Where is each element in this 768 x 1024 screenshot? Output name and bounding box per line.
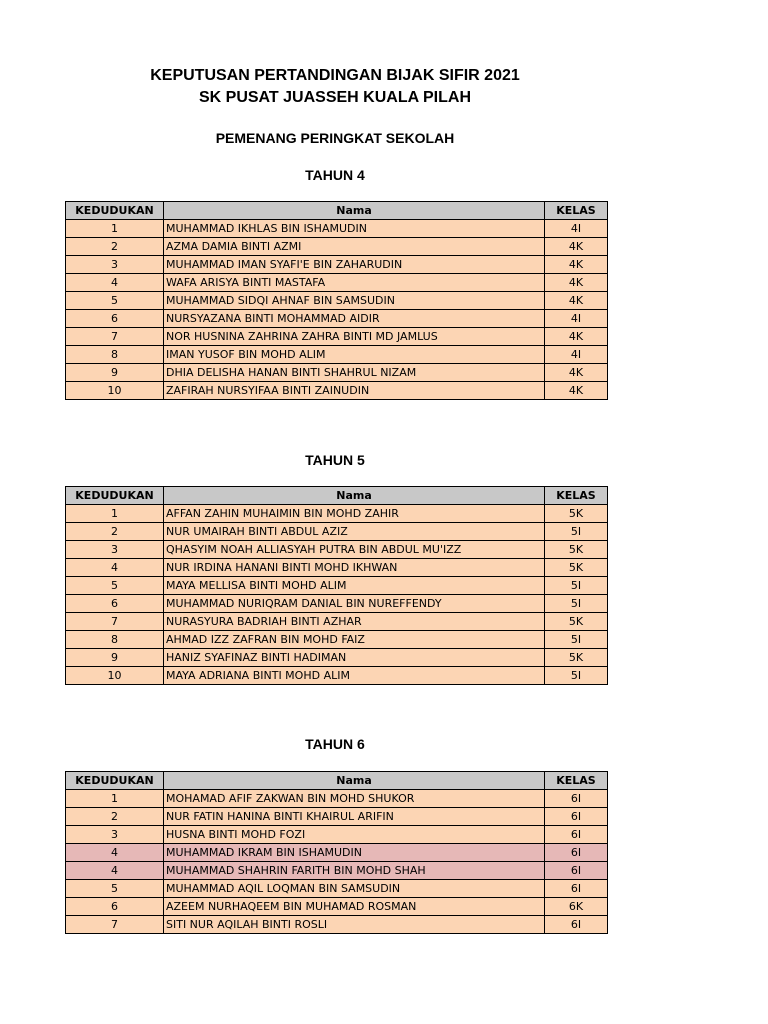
rank-cell: 10 xyxy=(66,382,164,400)
table-row xyxy=(66,790,608,808)
class-cell: 4K xyxy=(545,292,608,310)
results-table-tahun-5 xyxy=(65,486,608,685)
document-subtitle: PEMENANG PERINGKAT SEKOLAH xyxy=(215,130,455,146)
table-row xyxy=(66,364,608,382)
results-table-tahun-4 xyxy=(65,201,608,400)
rank-cell: 6 xyxy=(66,898,164,916)
school-name: SK PUSAT JUASSEH KUALA PILAH xyxy=(198,89,472,106)
column-header-name: Nama xyxy=(164,487,545,505)
class-cell: 5I xyxy=(545,631,608,649)
name-cell: NOR HUSNINA ZAHRINA ZAHRA BINTI MD JAMLUS xyxy=(164,328,545,346)
column-header-rank: KEDUDUKAN xyxy=(66,487,164,505)
column-header-class: KELAS xyxy=(545,772,608,790)
table-row xyxy=(66,916,608,934)
name-cell: QHASYIM NOAH ALLIASYAH PUTRA BIN ABDUL MU'IZZ xyxy=(164,541,545,559)
rank-cell: 1 xyxy=(66,505,164,523)
rank-cell: 9 xyxy=(66,364,164,382)
class-cell: 4I xyxy=(545,310,608,328)
name-cell: NUR IRDINA HANANI BINTI MOHD IKHWAN xyxy=(164,559,545,577)
rank-cell: 1 xyxy=(66,220,164,238)
table-row xyxy=(66,826,608,844)
table-row xyxy=(66,667,608,685)
name-cell: MUHAMMAD SHAHRIN FARITH BIN MOHD SHAH xyxy=(164,862,545,880)
class-cell: 6I xyxy=(545,916,608,934)
rank-cell: 6 xyxy=(66,595,164,613)
name-cell: AZEEM NURHAQEEM BIN MUHAMAD ROSMAN xyxy=(164,898,545,916)
name-cell: MUHAMMAD IKRAM BIN ISHAMUDIN xyxy=(164,844,545,862)
class-cell: 4I xyxy=(545,220,608,238)
name-cell: ZAFIRAH NURSYIFAA BINTI ZAINUDIN xyxy=(164,382,545,400)
rank-cell: 2 xyxy=(66,808,164,826)
class-cell: 4K xyxy=(545,238,608,256)
table-row xyxy=(66,898,608,916)
class-cell: 6I xyxy=(545,844,608,862)
name-cell: NUR FATIN HANINA BINTI KHAIRUL ARIFIN xyxy=(164,808,545,826)
rank-cell: 1 xyxy=(66,790,164,808)
name-cell: MOHAMAD AFIF ZAKWAN BIN MOHD SHUKOR xyxy=(164,790,545,808)
name-cell: HUSNA BINTI MOHD FOZI xyxy=(164,826,545,844)
table-row xyxy=(66,346,608,364)
name-cell: MUHAMMAD AQIL LOQMAN BIN SAMSUDIN xyxy=(164,880,545,898)
table-row xyxy=(66,613,608,631)
rank-cell: 4 xyxy=(66,559,164,577)
column-header-class: KELAS xyxy=(545,487,608,505)
table-row xyxy=(66,631,608,649)
rank-cell: 6 xyxy=(66,310,164,328)
class-cell: 5I xyxy=(545,523,608,541)
column-header-name: Nama xyxy=(164,772,545,790)
class-cell: 5I xyxy=(545,667,608,685)
table-header-row xyxy=(66,487,608,505)
table-header-row xyxy=(66,772,608,790)
table-row xyxy=(66,808,608,826)
class-cell: 4I xyxy=(545,346,608,364)
name-cell: MAYA ADRIANA BINTI MOHD ALIM xyxy=(164,667,545,685)
table-row xyxy=(66,559,608,577)
class-cell: 6I xyxy=(545,880,608,898)
class-cell: 5I xyxy=(545,577,608,595)
rank-cell: 8 xyxy=(66,631,164,649)
class-cell: 4K xyxy=(545,328,608,346)
name-cell: NUR UMAIRAH BINTI ABDUL AZIZ xyxy=(164,523,545,541)
rank-cell: 9 xyxy=(66,649,164,667)
rank-cell: 5 xyxy=(66,292,164,310)
table-row xyxy=(66,256,608,274)
class-cell: 6I xyxy=(545,808,608,826)
name-cell: IMAN YUSOF BIN MOHD ALIM xyxy=(164,346,545,364)
rank-cell: 4 xyxy=(66,862,164,880)
table-row xyxy=(66,328,608,346)
class-cell: 5K xyxy=(545,505,608,523)
name-cell: DHIA DELISHA HANAN BINTI SHAHRUL NIZAM xyxy=(164,364,545,382)
column-header-name: Nama xyxy=(164,202,545,220)
table-row xyxy=(66,292,608,310)
rank-cell: 3 xyxy=(66,256,164,274)
column-header-rank: KEDUDUKAN xyxy=(66,202,164,220)
name-cell: MUHAMMAD IMAN SYAFI'E BIN ZAHARUDIN xyxy=(164,256,545,274)
class-cell: 6K xyxy=(545,898,608,916)
rank-cell: 10 xyxy=(66,667,164,685)
rank-cell: 2 xyxy=(66,523,164,541)
class-cell: 5K xyxy=(545,613,608,631)
rank-cell: 7 xyxy=(66,613,164,631)
section-heading-tahun-5: TAHUN 5 xyxy=(305,452,365,468)
name-cell: WAFA ARISYA BINTI MASTAFA xyxy=(164,274,545,292)
table-header-row xyxy=(66,202,608,220)
name-cell: AFFAN ZAHIN MUHAIMIN BIN MOHD ZAHIR xyxy=(164,505,545,523)
rank-cell: 4 xyxy=(66,844,164,862)
rank-cell: 5 xyxy=(66,577,164,595)
table-row xyxy=(66,310,608,328)
table-row xyxy=(66,382,608,400)
name-cell: MAYA MELLISA BINTI MOHD ALIM xyxy=(164,577,545,595)
class-cell: 4K xyxy=(545,274,608,292)
name-cell: SITI NUR AQILAH BINTI ROSLI xyxy=(164,916,545,934)
table-row xyxy=(66,220,608,238)
rank-cell: 4 xyxy=(66,274,164,292)
name-cell: MUHAMMAD IKHLAS BIN ISHAMUDIN xyxy=(164,220,545,238)
table-row xyxy=(66,595,608,613)
class-cell: 4K xyxy=(545,364,608,382)
class-cell: 5I xyxy=(545,595,608,613)
name-cell: HANIZ SYAFINAZ BINTI HADIMAN xyxy=(164,649,545,667)
table-row xyxy=(66,862,608,880)
class-cell: 6I xyxy=(545,790,608,808)
rank-cell: 2 xyxy=(66,238,164,256)
rank-cell: 3 xyxy=(66,826,164,844)
class-cell: 5K xyxy=(545,541,608,559)
table-row xyxy=(66,880,608,898)
table-row xyxy=(66,649,608,667)
rank-cell: 7 xyxy=(66,328,164,346)
class-cell: 5K xyxy=(545,559,608,577)
rank-cell: 7 xyxy=(66,916,164,934)
section-heading-tahun-4: TAHUN 4 xyxy=(305,167,365,183)
table-row xyxy=(66,577,608,595)
column-header-rank: KEDUDUKAN xyxy=(66,772,164,790)
rank-cell: 3 xyxy=(66,541,164,559)
class-cell: 4K xyxy=(545,256,608,274)
name-cell: NURSYAZANA BINTI MOHAMMAD AIDIR xyxy=(164,310,545,328)
table-row xyxy=(66,844,608,862)
results-table-tahun-6 xyxy=(65,771,608,934)
class-cell: 5K xyxy=(545,649,608,667)
section-heading-tahun-6: TAHUN 6 xyxy=(305,736,365,752)
class-cell: 6I xyxy=(545,862,608,880)
document-title: KEPUTUSAN PERTANDINGAN BIJAK SIFIR 2021 xyxy=(150,67,520,84)
rank-cell: 8 xyxy=(66,346,164,364)
table-row xyxy=(66,541,608,559)
class-cell: 6I xyxy=(545,826,608,844)
name-cell: AHMAD IZZ ZAFRAN BIN MOHD FAIZ xyxy=(164,631,545,649)
table-row xyxy=(66,238,608,256)
column-header-class: KELAS xyxy=(545,202,608,220)
name-cell: NURASYURA BADRIAH BINTI AZHAR xyxy=(164,613,545,631)
name-cell: MUHAMMAD NURIQRAM DANIAL BIN NUREFFENDY xyxy=(164,595,545,613)
table-row xyxy=(66,274,608,292)
rank-cell: 5 xyxy=(66,880,164,898)
name-cell: AZMA DAMIA BINTI AZMI xyxy=(164,238,545,256)
class-cell: 4K xyxy=(545,382,608,400)
table-row xyxy=(66,505,608,523)
table-row xyxy=(66,523,608,541)
name-cell: MUHAMMAD SIDQI AHNAF BIN SAMSUDIN xyxy=(164,292,545,310)
